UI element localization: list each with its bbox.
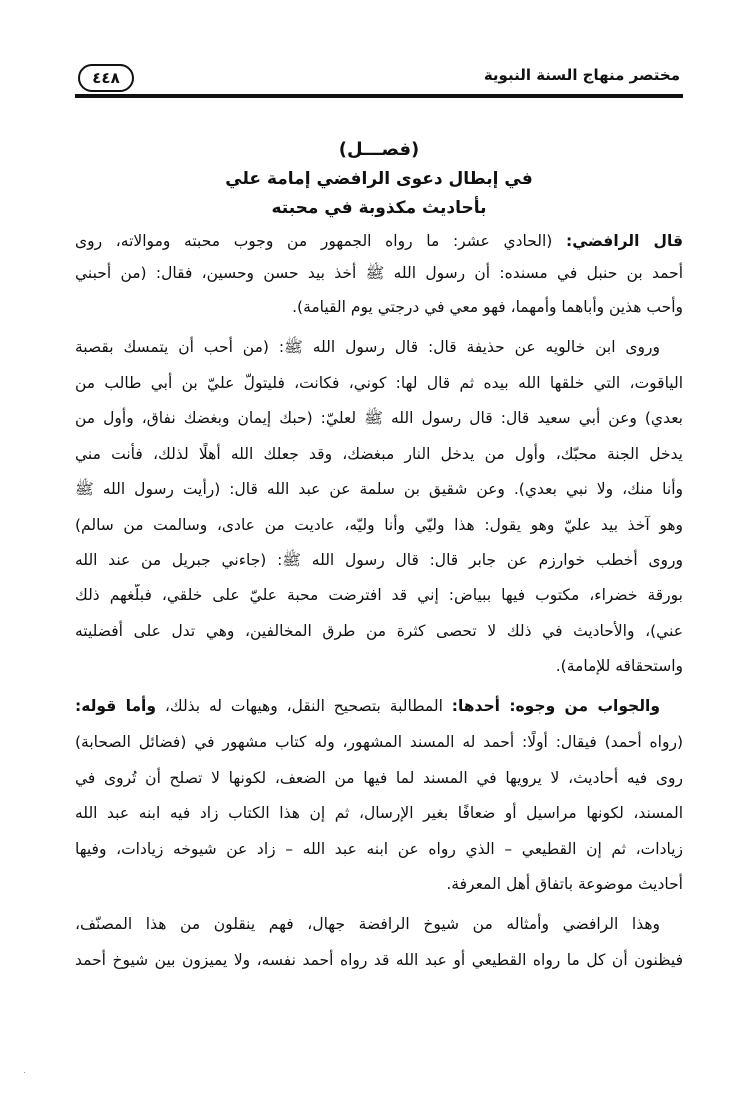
line-text: واستحقاقه للإمامة). bbox=[555, 657, 683, 675]
line-text: (الحادي عشر: ما رواه الجمهور من وجوب محبته وموالاته، روى bbox=[75, 232, 567, 250]
text-line bbox=[75, 584, 683, 606]
text-line bbox=[75, 802, 683, 824]
text-line bbox=[75, 372, 683, 394]
text-line bbox=[75, 620, 683, 642]
line-text: المطالبة بتصحيح النقل، وهيهات له بذلك، bbox=[156, 697, 452, 715]
line-text: أحمد بن حنبل في مسنده: أن رسول الله ﷺ أخذ بيد حسن وحسين، فقال: (من أحبني bbox=[75, 264, 683, 282]
page-number-badge: ٤٤٨ bbox=[78, 64, 134, 92]
text-line bbox=[75, 514, 683, 536]
text-line bbox=[75, 695, 660, 717]
line-text: المسند، لكونها مراسيل أو ضعافًا بغير الإرسال، ثم إن هذا الكتاب زاد فيه ابنه عبد الله bbox=[75, 804, 683, 822]
text-line bbox=[75, 478, 683, 500]
line-text: أحاديث موضوعة باتفاق أهل المعرفة. bbox=[446, 875, 683, 893]
line-text: يدخل الجنة محبّك، وأول من يدخل النار مبغضك، وقد جعلك الله أهلًا لذلك، فأنت مني bbox=[75, 445, 683, 463]
line-text: فيظنون أن كل ما رواه القطيعي أو عبد الله قد رواه أحمد نفسه، ولا يميزون بين شيوخ أحمد bbox=[75, 951, 683, 969]
text-line bbox=[75, 913, 660, 935]
text-line bbox=[75, 549, 683, 571]
bold-tail: وأما قوله: bbox=[75, 697, 156, 715]
text-line bbox=[75, 767, 683, 789]
section-title-line-1: في إبطال دعوى الرافضي إمامة علي bbox=[225, 169, 533, 189]
line-text: وأحب هذين وأباهما وأمهما، فهو معي في درجتي يوم القيامة). bbox=[292, 298, 683, 316]
line-text: عني)، والأحاديث في ذلك لا تحصى كثرة من طرق المخالفين، وهي تدل على أفضليته bbox=[75, 622, 683, 640]
line-text: وهو آخذ بيد عليّ وهو يقول: هذا وليّي وأنا وليّه، عاديت من عادى، وسالمت من سالم) bbox=[75, 516, 683, 534]
text-line bbox=[75, 407, 683, 429]
text-line bbox=[75, 336, 660, 358]
line-text: روى فيه أحاديث، لا يرويها في المسند لما فيها من الضعف، لكونها لا تصلح أن تُروى في bbox=[75, 769, 683, 787]
text-line bbox=[75, 443, 683, 465]
line-text: وأنا منك، ولا نبي بعدي). وعن شقيق بن سلمة عن عبد الله قال: (رأيت رسول الله ﷺ bbox=[75, 480, 683, 498]
line-text: (رواه أحمد) فيقال: أولًا: أحمد له المسند المشهور، وله كتاب مشهور في (فضائل الصحابة) bbox=[75, 733, 683, 751]
line-text: زيادات، ثم إن القطيعي – الذي رواه عن ابنه عبد الله – زاد عن شيوخه زيادات، وفيها bbox=[75, 840, 683, 858]
header-rule bbox=[75, 94, 683, 98]
bold-lead: والجواب من وجوه: أحدها: bbox=[451, 697, 660, 715]
scan-speck bbox=[24, 1072, 25, 1073]
text-line bbox=[75, 949, 683, 971]
line-text: وروى أخطب خوارزم عن جابر قال: قال رسول الله ﷺ: (جاءني جبريل من عند الله bbox=[75, 551, 683, 569]
line-text: الياقوت، التي خلقها الله بيده ثم قال لها: كوني، فكانت، فليتولّ عليّ بن أبي طالب من bbox=[75, 374, 683, 392]
text-line bbox=[75, 655, 683, 677]
line-text: وروى ابن خالويه عن حذيفة قال: قال رسول الله ﷺ: (من أحب أن يتمسك بقصبة bbox=[75, 338, 660, 356]
section-title-line-2: بأحاديث مكذوبة في محبته bbox=[271, 198, 487, 218]
text-line bbox=[75, 731, 683, 753]
text-line bbox=[75, 873, 683, 895]
section-heading: (فصـــل) bbox=[338, 139, 420, 160]
line-text: وهذا الرافضي وأمثاله من شيوخ الرافضة جهال، فهم ينقلون من هذا المصنّف، bbox=[75, 915, 660, 933]
bold-lead: قال الرافضي: bbox=[566, 232, 683, 250]
line-text: بورقة خضراء، مكتوب فيها ببياض: إني قد افترضت محبة عليّ على خلقي، فبلّغهم ذلك bbox=[75, 586, 683, 604]
text-line bbox=[75, 296, 683, 318]
line-text: بعدي) وعن أبي سعيد قال: قال رسول الله ﷺ لعليّ: (حبك إيمان وبغضك نفاق، وأول من bbox=[75, 409, 683, 427]
running-header-title: مختصر منهاج السنة النبوية bbox=[483, 66, 680, 84]
text-line bbox=[75, 262, 683, 284]
text-line bbox=[75, 838, 683, 860]
text-line bbox=[75, 230, 683, 252]
